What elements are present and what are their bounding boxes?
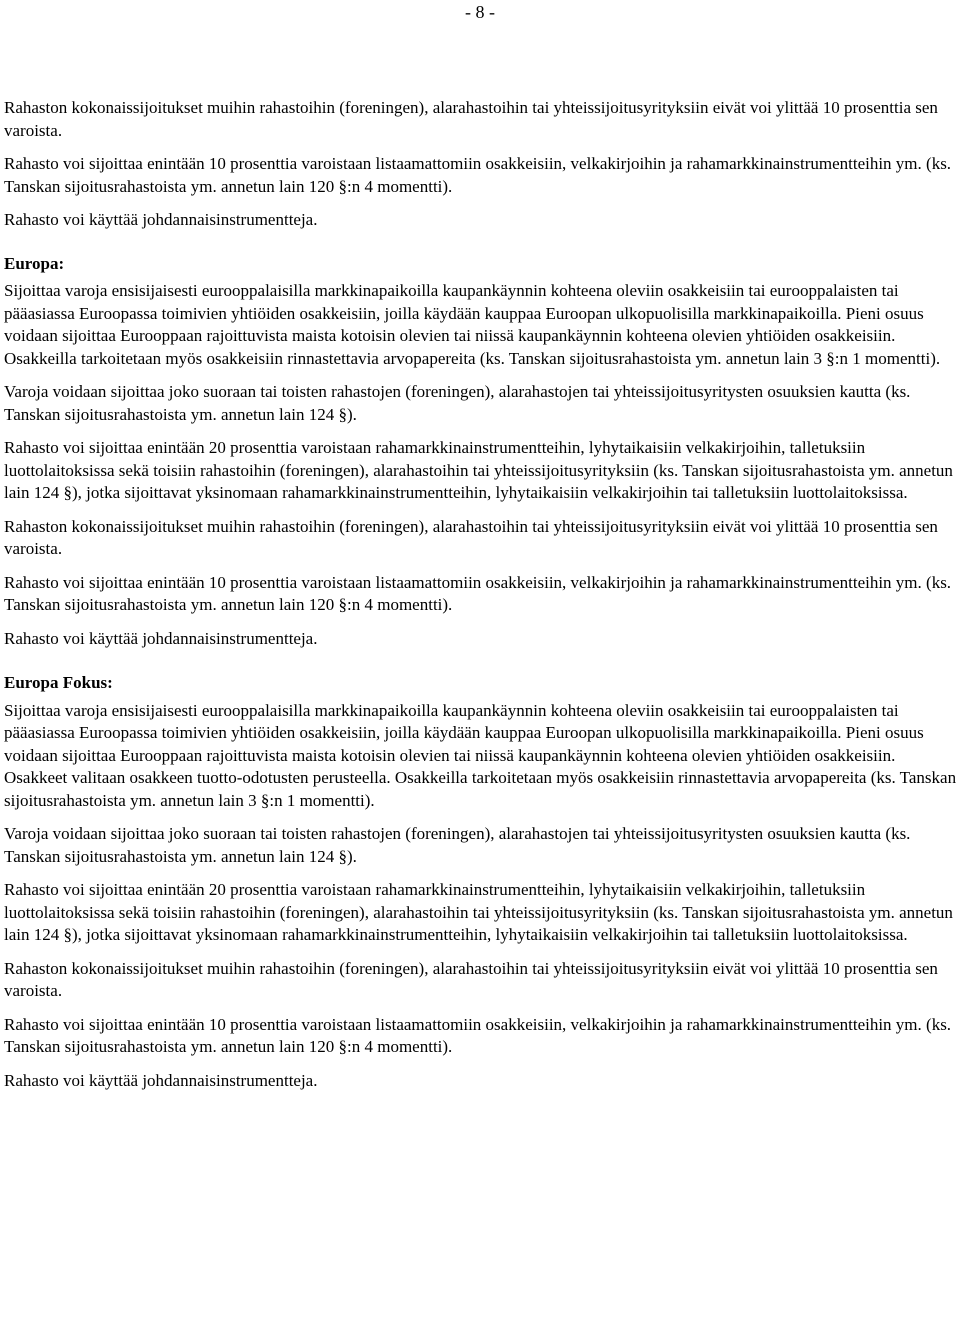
section-heading: Europa Fokus: [4,673,113,692]
intro-section [4,97,960,232]
paragraph: Rahasto voi käyttää johdannaisinstrumentteja. [4,1070,318,1090]
paragraph: Rahaston kokonaissijoitukset muihin rahastoihin (foreningen), alarahastoihin tai yhteissijoitusyrityksiin eivät voi ylittää 10 prosenttia sen varoista. [4,516,938,558]
paragraph: Rahasto voi sijoittaa enintään 10 prosenttia varoistaan listaamattomiin osakkeisiin, velkakirjoihin ja rahamarkkinainstrumentteihin ym. (ks. Tanskan sijoitusrahastoista ym. annetun lain 120 §:n 4 momentti). [4,154,952,196]
paragraph: Rahasto voi sijoittaa enintään 20 prosenttia varoistaan rahamarkkinainstrumentteihin, lyhytaikaisiin velkakirjoihin, talletuksiin luottolaitoksissa sekä toisiin rahastoihin (foreningen), alarahastoihin tai yhteissijoitusyrityksiin (ks. Tanskan sijoitusrahastoista ym. annetun lain 124 §), jotka sijoittavat yksinomaan rahamarkkinainstrumentteihin, lyhytaikaisiin velkakirjoihin tai talletuksiin luottolaitoksissa. [4,438,953,502]
paragraph: Rahasto voi sijoittaa enintään 10 prosenttia varoistaan listaamattomiin osakkeisiin, velkakirjoihin ja rahamarkkinainstrumentteihin ym. (ks. Tanskan sijoitusrahastoista ym. annetun lain 120 §:n 4 momentti). [4,572,952,614]
paragraph: Varoja voidaan sijoittaa joko suoraan tai toisten rahastojen (foreningen), alarahastojen tai yhteissijoitusyritysten osuuksien kautta (ks. Tanskan sijoitusrahastoista ym. annetun lain 124 §). [4,382,911,424]
paragraph: Rahasto voi käyttää johdannaisinstrumentteja. [4,628,318,648]
paragraph: Rahasto voi sijoittaa enintään 10 prosenttia varoistaan listaamattomiin osakkeisiin, velkakirjoihin ja rahamarkkinainstrumentteihin ym. (ks. Tanskan sijoitusrahastoista ym. annetun lain 120 §:n 4 momentti). [4,1014,952,1056]
page-number: - 8 - [465,2,495,22]
document-body [4,97,960,1092]
paragraph: Sijoittaa varoja ensisijaisesti eurooppalaisilla markkinapaikoilla kaupankäynnin kohteena oleviin osakkeisiin tai eurooppalaisten tai pääasiassa Euroopassa toimivien yhtiöiden osakkeisiin, joilla käydään kauppaa Euroopan ulkopuolisilla markkinapaikoilla. Pieni osuus voidaan sijoittaa Eurooppaan rajoittuvista maista kotoisin olevien tai niissä kaupankäynnin kohteena olevien yhtiöiden osakkeisiin. Osakkeilla tarkoitetaan myös osakkeisiin rinnastettavia arvopapereita (ks. Tanskan sijoitusrahastoista ym. annetun lain 3 §:n 1 momentti). [4,281,941,368]
europa-section [4,253,960,651]
paragraph: Rahaston kokonaissijoitukset muihin rahastoihin (foreningen), alarahastoihin tai yhteissijoitusyrityksiin eivät voi ylittää 10 prosenttia sen varoista. [4,98,938,140]
paragraph: Varoja voidaan sijoittaa joko suoraan tai toisten rahastojen (foreningen), alarahastojen tai yhteissijoitusyritysten osuuksien kautta (ks. Tanskan sijoitusrahastoista ym. annetun lain 124 §). [4,824,911,866]
section-heading: Europa: [4,253,65,273]
paragraph: Rahasto voi sijoittaa enintään 20 prosenttia varoistaan rahamarkkinainstrumentteihin, lyhytaikaisiin velkakirjoihin, talletuksiin luottolaitoksissa sekä toisiin rahastoihin (foreningen), alarahastoihin tai yhteissijoitusyrityksiin (ks. Tanskan sijoitusrahastoista ym. annetun lain 124 §), jotka sijoittavat yksinomaan rahamarkkinainstrumentteihin, lyhytaikaisiin velkakirjoihin tai talletuksiin luottolaitoksissa. [4,880,953,944]
europa-fokus-section [4,672,960,1092]
paragraph: Rahaston kokonaissijoitukset muihin rahastoihin (foreningen), alarahastoihin tai yhteissijoitusyrityksiin eivät voi ylittää 10 prosenttia sen varoista. [4,958,938,1000]
paragraph: Sijoittaa varoja ensisijaisesti eurooppalaisilla markkinapaikoilla kaupankäynnin kohteena oleviin osakkeisiin tai eurooppalaisten tai pääasiassa Euroopassa toimivien yhtiöiden osakkeisiin, joilla käydään kauppaa Euroopan ulkopuolisilla markkinapaikoilla. Pieni osuus voidaan sijoittaa Eurooppaan rajoittuvista maista kotoisin olevien tai niissä kaupankäynnin kohteena olevien yhtiöiden osakkeisiin. Osakkeet valitaan osakkeen tuotto-odotusten perusteella. Osakkeilla tarkoitetaan myös osakkeisiin rinnastettavia arvopapereita (ks. Tanskan sijoitusrahastoista ym. annetun lain 3 §:n 1 momentti). [4,700,957,810]
paragraph: Rahasto voi käyttää johdannaisinstrumentteja. [4,210,318,229]
